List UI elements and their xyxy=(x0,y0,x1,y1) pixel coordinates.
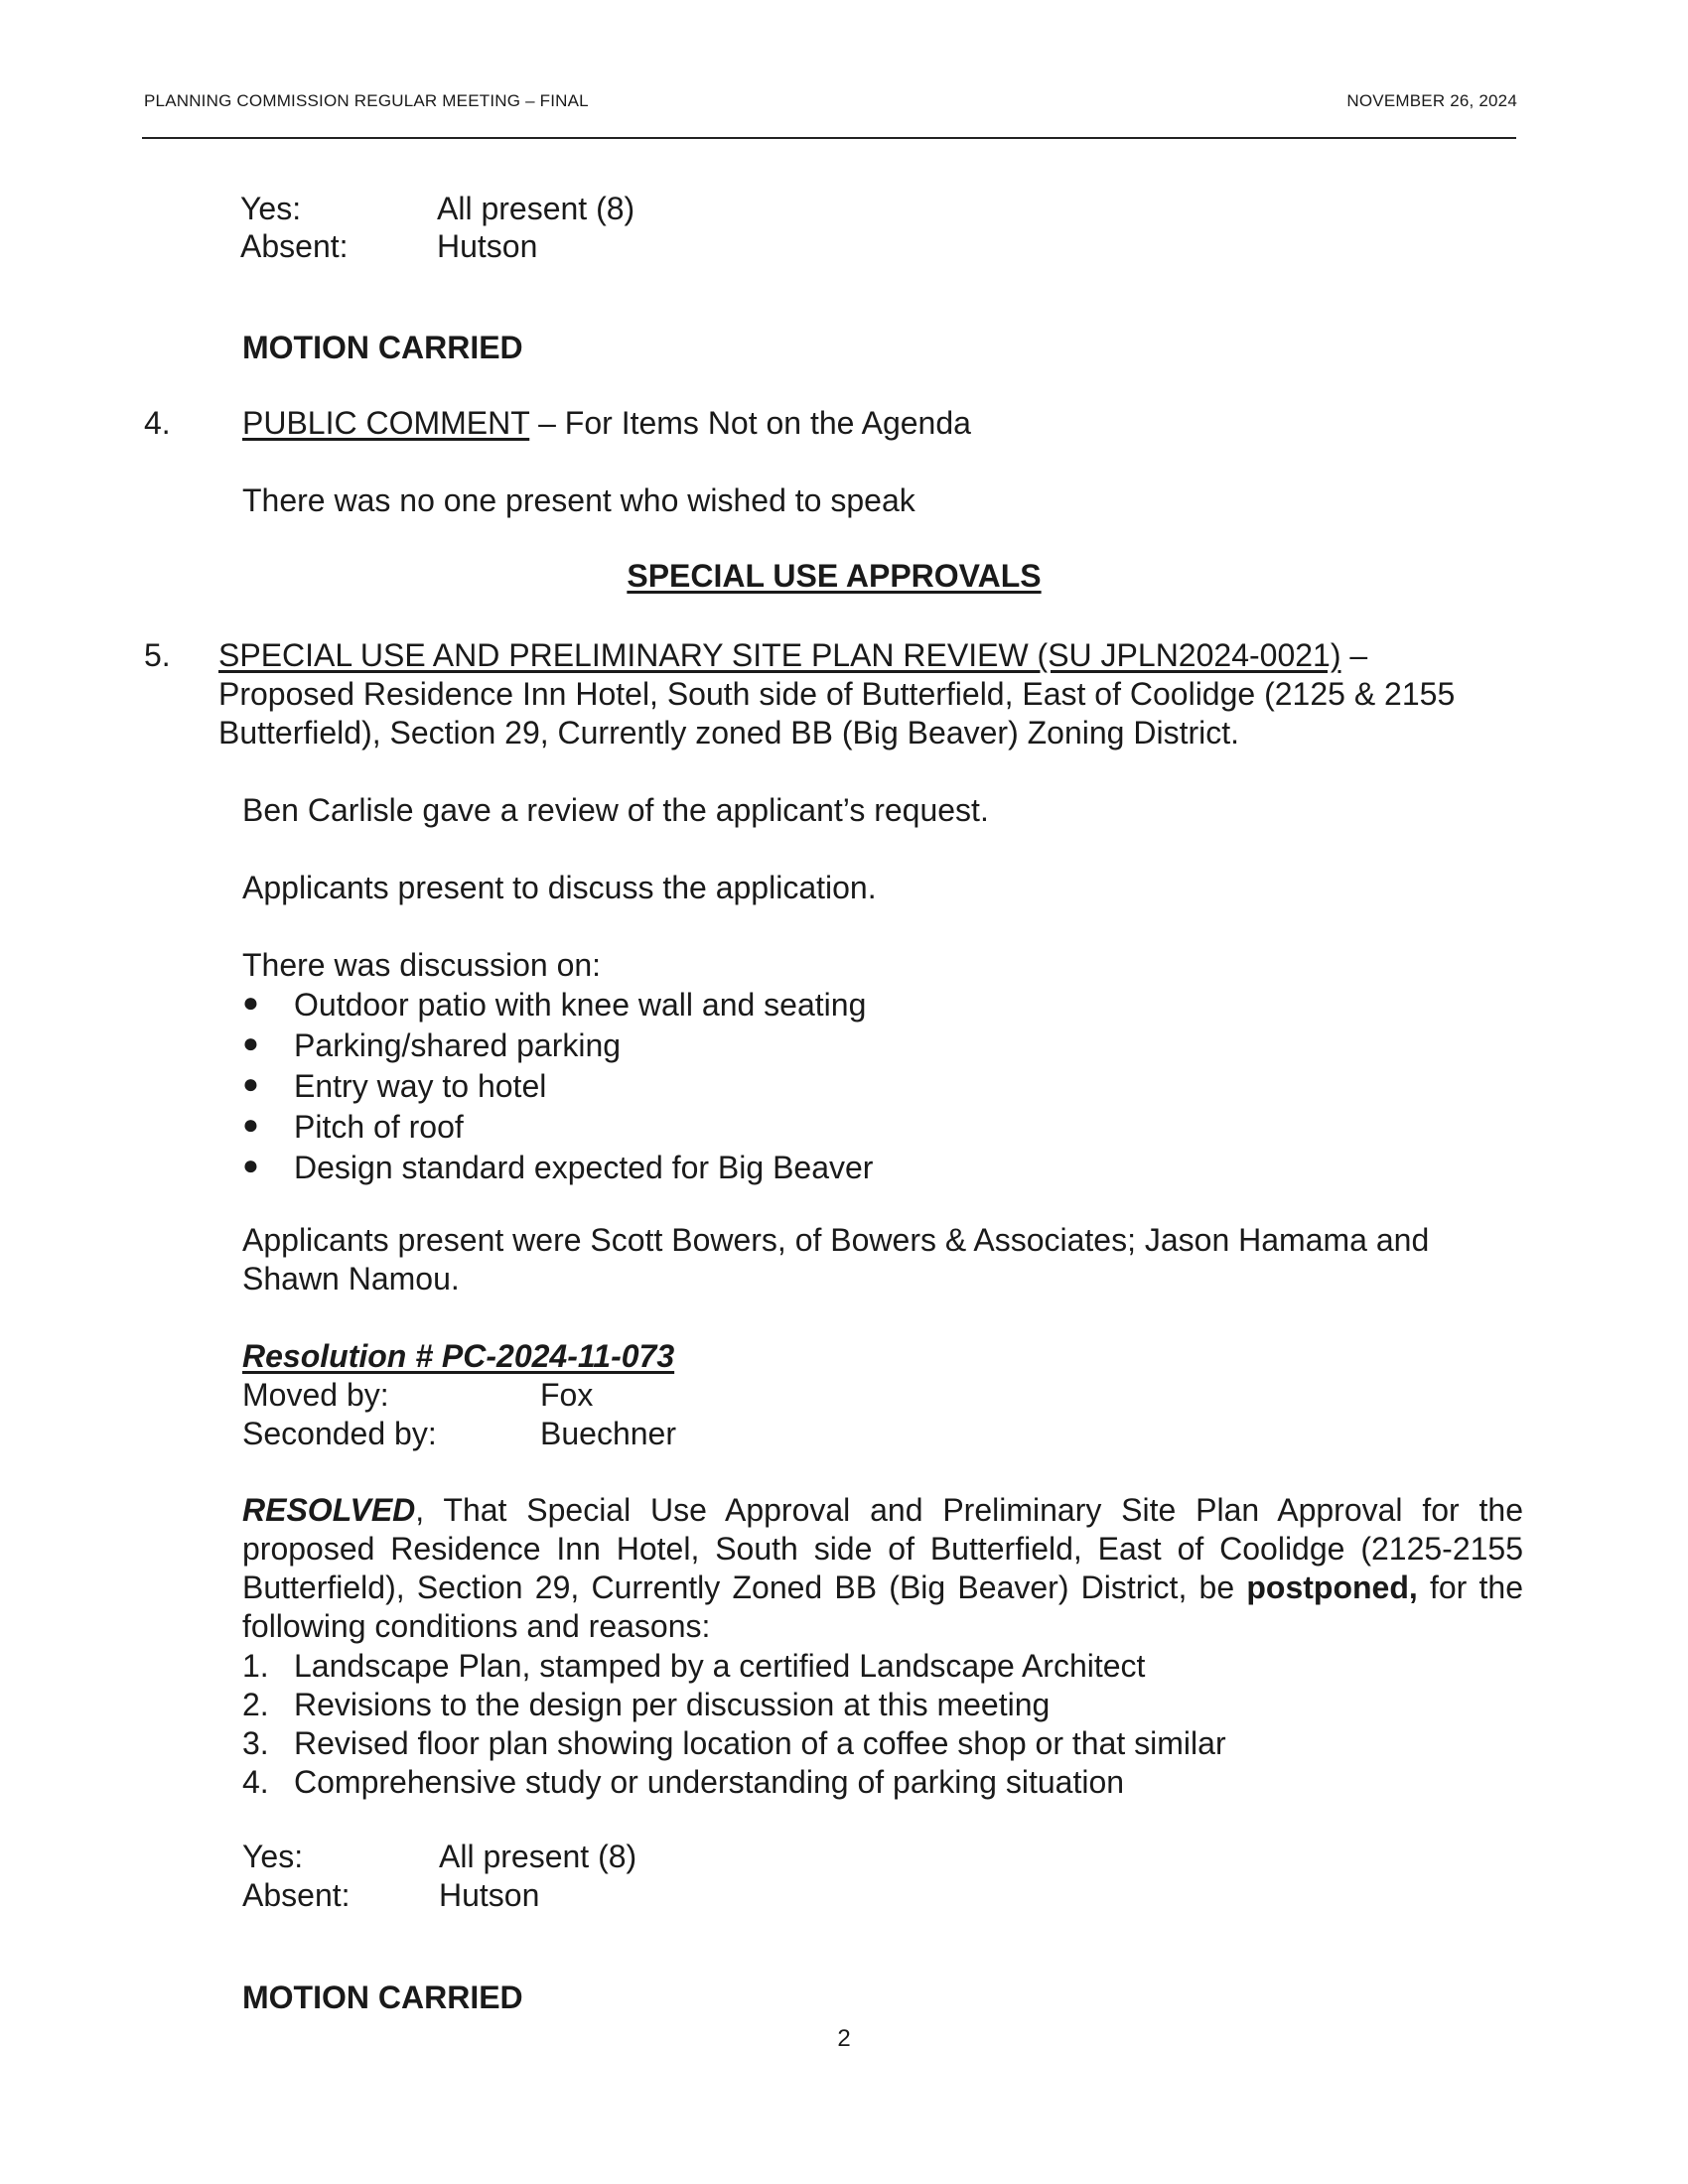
item5-present-line2: Shawn Namou. xyxy=(242,1261,460,1297)
seconded-by-value: Buechner xyxy=(540,1416,676,1451)
item5-title-dash: – xyxy=(1340,637,1368,673)
discussion-item: Outdoor patio with knee wall and seating xyxy=(294,987,867,1023)
resolution-text-part1: , That Special Use Approval and Preliminary Site Plan Approval for the proposed Residence Inn Hotel, South side of Butterfield, East of Coolidge (2125-2155 Butterfield), Section 29, Currently Zoned BB (Big Beaver) District, be xyxy=(242,1492,1523,1605)
item4-text: There was no one present who wished to speak xyxy=(242,482,915,518)
resolution-text-part2: for the following conditions and reasons: xyxy=(242,1570,1524,1644)
bullet-icon: ● xyxy=(242,1150,259,1180)
bullet-icon: ● xyxy=(242,1027,259,1058)
postponed-word: postponed, xyxy=(1246,1570,1418,1605)
vote1-absent-value: Hutson xyxy=(437,228,538,264)
moved-by-value: Fox xyxy=(540,1377,594,1413)
discussion-item: Entry way to hotel xyxy=(294,1068,547,1104)
header-divider xyxy=(142,137,1516,139)
item5-discussion-intro: There was discussion on: xyxy=(242,947,602,983)
vote2-result: MOTION CARRIED xyxy=(242,1979,523,2015)
item5-title: SPECIAL USE AND PRELIMINARY SITE PLAN REVIEW (SU JPLN2024-0021) xyxy=(218,637,1341,673)
resolution-title: Resolution # PC-2024-11-073 xyxy=(242,1338,675,1374)
discussion-item: Design standard expected for Big Beaver xyxy=(294,1150,874,1185)
item5-desc-line1: Proposed Residence Inn Hotel, South side of Butterfield, East of Coolidge (2125 & 2155 xyxy=(218,676,1456,712)
bullet-icon: ● xyxy=(242,987,259,1018)
condition-text: Comprehensive study or understanding of parking situation xyxy=(294,1764,1125,1800)
discussion-item: Pitch of roof xyxy=(294,1109,464,1145)
vote2-yes-value: All present (8) xyxy=(439,1839,637,1874)
resolved-word: RESOLVED xyxy=(242,1492,416,1528)
condition-text: Revisions to the design per discussion at this meeting xyxy=(294,1687,1051,1722)
section-heading: SPECIAL USE APPROVALS xyxy=(627,558,1042,594)
resolution-text xyxy=(242,1491,1523,1646)
vote2-yes-label: Yes: xyxy=(242,1839,304,1874)
vote1-result: MOTION CARRIED xyxy=(242,330,523,365)
bullet-icon: ● xyxy=(242,1068,259,1099)
header-title: PLANNING COMMISSION REGULAR MEETING – FINAL xyxy=(144,91,589,110)
page-number: 2 xyxy=(837,2025,851,2052)
vote1-yes-value: All present (8) xyxy=(437,191,635,226)
item4-subtitle: – For Items Not on the Agenda xyxy=(529,405,971,441)
item5-review: Ben Carlisle gave a review of the applicant’s request. xyxy=(242,792,989,828)
item4-heading xyxy=(242,403,971,443)
seconded-by-label: Seconded by: xyxy=(242,1416,437,1451)
item4-title: PUBLIC COMMENT xyxy=(242,405,530,441)
discussion-item: Parking/shared parking xyxy=(294,1027,622,1063)
item5-applicants: Applicants present to discuss the application. xyxy=(242,870,877,905)
item5-present-line1: Applicants present were Scott Bowers, of Bowers & Associates; Jason Hamama and xyxy=(242,1222,1430,1258)
item4-number: 4. xyxy=(144,405,171,441)
moved-by-label: Moved by: xyxy=(242,1377,389,1413)
condition-number: 4. xyxy=(242,1764,269,1800)
item5-desc-line2: Butterfield), Section 29, Currently zoned BB (Big Beaver) Zoning District. xyxy=(218,715,1239,751)
condition-number: 2. xyxy=(242,1687,269,1722)
vote2-absent-label: Absent: xyxy=(242,1877,351,1913)
vote1-absent-label: Absent: xyxy=(240,228,349,264)
vote2-absent-value: Hutson xyxy=(439,1877,540,1913)
item5-number: 5. xyxy=(144,637,171,673)
bullet-icon: ● xyxy=(242,1109,259,1140)
condition-text: Revised floor plan showing location of a coffee shop or that similar xyxy=(294,1725,1226,1761)
item5-heading xyxy=(218,635,1367,675)
condition-text: Landscape Plan, stamped by a certified Landscape Architect xyxy=(294,1648,1146,1684)
header-date: NOVEMBER 26, 2024 xyxy=(1346,91,1517,110)
condition-number: 3. xyxy=(242,1725,269,1761)
condition-number: 1. xyxy=(242,1648,269,1684)
vote1-yes-label: Yes: xyxy=(240,191,302,226)
